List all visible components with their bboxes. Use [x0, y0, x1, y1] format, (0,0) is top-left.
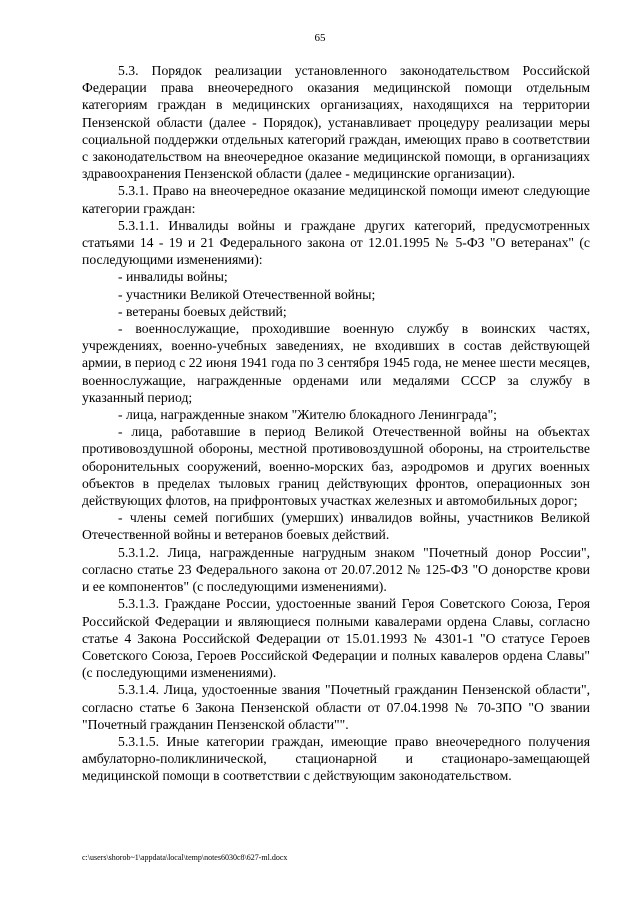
list-item-air-defense-workers: - лица, работавшие в период Великой Отечественной войны на объектах противовоздушной обороны, местной противовоздушной обороны, на строительстве оборонительных сооружений, военно-морских баз, аэродромов и других военных объектов в пределах тыловых границ действующих фронтов, операционных зон действующих флотов, на прифронтовых участках железных и автомобильных дорог; — [82, 424, 590, 509]
list-item-servicemen: - военнослужащие, проходившие военную службу в воинских частях, учреждениях, военно-учебных заведениях, не входивших в состав действующей армии, в период с 22 июня 1941 года по 3 сентября 1945 года, не менее шести месяцев, военнослужащие, награжденные орденами или медалями СССР за службу в указанный период; — [82, 321, 590, 405]
paragraph-5-3-1-1: 5.3.1.1. Инвалиды войны и граждане других категорий, предусмотренных статьями 14 - 19 и 21 Федерального закона от 12.01.1995 № 5-ФЗ "О ветеранах" (с последующими изменениями): — [82, 217, 590, 268]
paragraph-5-3-1-3: 5.3.1.3. Граждане России, удостоенные званий Героя Советского Союза, Героя Российской Федерации и являющиеся полными кавалерами ордена Славы, согласно статье 4 Закона Российской Федерации от 15.01.1993 № 4301-1 "О статусе Героев Советского Союза, Героев Российской Федерации и полных кавалеров ордена Славы" (с последующими изменениями). — [82, 596, 590, 681]
footer-file-path: c:\users\shorob~1\appdata\local\temp\notes6030c8\627-ml.docx — [82, 853, 288, 862]
paragraph-5-3-1: 5.3.1. Право на внеочередное оказание медицинской помощи имеют следующие категории граждан: — [82, 183, 590, 216]
document-body — [82, 62, 590, 785]
paragraph-5-3: 5.3. Порядок реализации установленного законодательством Российской Федерации права внеочередного оказания медицинской помощи отдельным категориям граждан в медицинских организациях, находящихся на территории Пензенской области (далее - Порядок), устанавливает процедуру реализации меры социальной поддержки отдельных категорий граждан, имеющих право в соответствии с законодательством на внеочередное оказание медицинской помощи, в организациях здравоохранения Пензенской области (далее - медицинские организации). — [82, 63, 590, 182]
page-number: 65 — [314, 32, 326, 44]
paragraph-5-3-1-5: 5.3.1.5. Иные категории граждан, имеющие право внеочередного получения амбулаторно-поликлинической, стационарной и стационаро-замещающей медицинской помощи в соответствии с действующим законодательством. — [82, 733, 590, 784]
list-item-war-participants: - участники Великой Отечественной войны; — [118, 286, 376, 302]
list-item-combat-veterans: - ветераны боевых действий; — [118, 303, 287, 319]
list-item-leningrad-siege: - лица, награжденные знаком "Жителю блокадного Ленинграда"; — [118, 407, 497, 423]
list-item-family-members: - члены семей погибших (умерших) инвалидов войны, участников Великой Отечественной войны и ветеранов боевых действий. — [82, 510, 590, 543]
paragraph-5-3-1-2: 5.3.1.2. Лица, награжденные нагрудным знаком "Почетный донор России", согласно статье 23 Федерального закона от 20.07.2012 № 125-ФЗ "О донорстве крови и ее компонентов" (с последующими изменениями). — [82, 544, 590, 595]
paragraph-5-3-1-4: 5.3.1.4. Лица, удостоенные звания "Почетный гражданин Пензенской области", согласно статье 6 Закона Пензенской области от 07.04.1998 № 70-ЗПО "О звании "Почетный гражданин Пензенской области"". — [82, 682, 590, 732]
list-item-war-invalids: - инвалиды войны; — [118, 269, 228, 285]
